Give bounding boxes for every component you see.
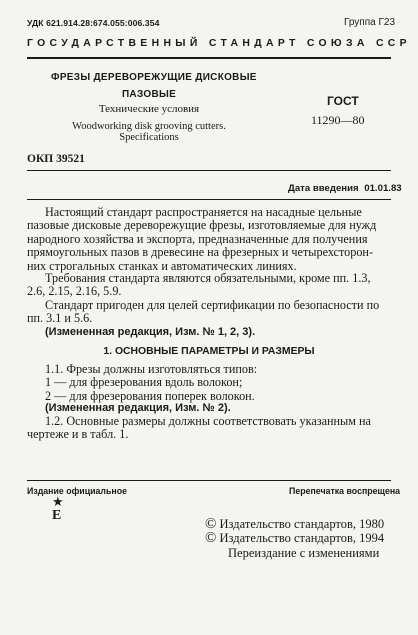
clause-1-1-line: 2 — для фрезерования поперек волокон. [45, 388, 255, 403]
intro-line: пазовые дисковые дереворежущие фрезы, изготовляемые для нужд [27, 218, 377, 233]
copyright-icon: © [205, 516, 217, 532]
certification-line: Стандарт пригоден для целей сертификации по безопасности по [45, 298, 380, 312]
copyright-1-text: Издательство стандартов, 1980 [219, 517, 385, 531]
requirements-line: Требования стандарта являются обязательными, кроме пп. 1.3, [45, 271, 371, 285]
clause-1-2-line: 1.2. Основные размеры должны соответствовать указанным на [45, 414, 371, 428]
copyright-icon: © [205, 530, 217, 546]
requirements-paragraph [27, 272, 371, 299]
introduction-date-value: 01.01.83 [364, 183, 402, 194]
section-1-heading: 1. ОСНОВНЫЕ ПАРАМЕТРЫ И РАЗМЕРЫ [103, 346, 315, 357]
okp-code: ОКП 39521 [27, 153, 85, 165]
clause-1-1-line: 1.1. Фрезы должны изготовляться типов: [45, 362, 258, 376]
official-edition: Издание официальное [27, 486, 127, 496]
title-ru-line-2: ПАЗОВЫЕ [121, 89, 177, 100]
certification-line: пп. 3.1 и 5.6. [27, 311, 93, 326]
intro-paragraph [27, 206, 376, 273]
star-mark: ★ [52, 494, 64, 509]
okp-rule [27, 170, 391, 171]
requirements-line: 2.6, 2.15, 2.16, 5.9. [27, 284, 122, 299]
banner-rule [27, 57, 391, 59]
clause-1-2-line: чертеже и в табл. 1. [27, 427, 129, 442]
state-standard-banner: ГОСУДАРСТВЕННЫЙ СТАНДАРТ СОЮЗА ССР [27, 38, 411, 49]
amendment-note-1: (Измененная редакция, Изм. № 1, 2, 3). [45, 326, 256, 338]
introduction-date-label: Дата введения [288, 183, 359, 194]
clause-1-1-line: 1 — для фрезерования вдоль волокон; [45, 375, 243, 390]
amendment-note-2: (Измененная редакция, Изм. № 2). [45, 402, 231, 414]
clause-1-1 [27, 363, 257, 403]
intro-line: народного хозяйства и экспорта, предназначенные для получения [27, 231, 368, 246]
letter-mark: Е [52, 508, 62, 523]
copyright-2-text: Издательство стандартов, 1994 [219, 531, 385, 545]
certification-paragraph [27, 299, 379, 326]
reprint-prohibited: Перепечатка воспрещена [289, 486, 401, 496]
group-code: Группа Г23 [344, 17, 396, 28]
clause-1-2 [27, 415, 371, 442]
title-en-line-1: Woodworking disk grooving cutters. [72, 121, 226, 132]
footer-rule [27, 480, 391, 481]
copyright-2 [205, 530, 384, 547]
intro-line: них строгальных станках и автоматических линиях. [27, 258, 297, 273]
intro-line: прямоугольных пазов в древесине на фрезерных и четырехсторон- [27, 245, 373, 260]
subtitle-ru: Технические условия [98, 103, 200, 115]
title-ru-line-1: ФРЕЗЫ ДЕРЕВОРЕЖУЩИЕ ДИСКОВЫЕ [51, 72, 257, 83]
date-rule [27, 199, 391, 200]
gost-number: 11290—80 [311, 113, 365, 127]
introduction-date [288, 183, 402, 194]
intro-line: Настоящий стандарт распространяется на насадные цельные [45, 205, 362, 219]
title-en-line-2: Specifications [119, 132, 179, 143]
udk-code: УДК 621.914.28:674.055:006.354 [27, 18, 160, 28]
reissue-note: Переиздание с изменениями [228, 546, 380, 560]
gost-label: ГОСТ [327, 94, 359, 108]
